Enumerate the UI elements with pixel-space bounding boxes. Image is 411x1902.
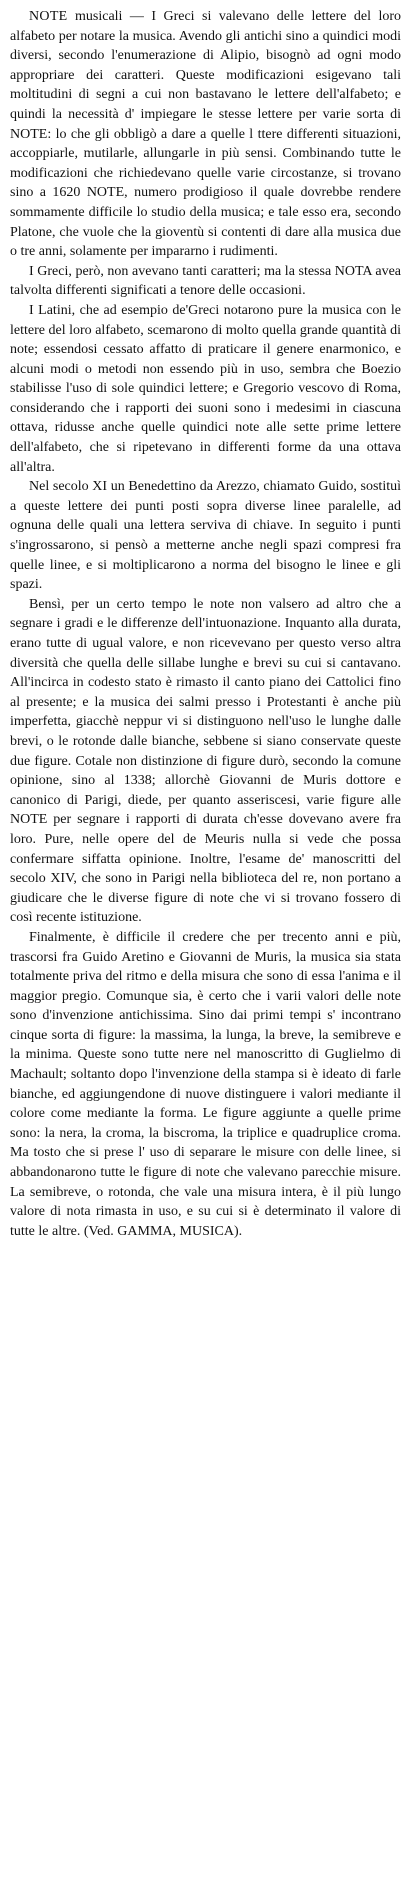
entry-heading-word: NOTE xyxy=(29,9,68,24)
paragraph-1-text: — I Greci si valevano delle lettere del loro alfabeto per notare la musica. Avendo gli antichi sino a quindici modi diversi, secondo l'enumerazione di Alipio, bisognò ad ogni modo appropriare dei caratteri. Queste modificazioni esigevano tali moltitudini di segni a cui non bastavano le lettere dell'alfabeto; e quindi la necessità d' impiegare le stesse lettere per varie sorta di NOTE: lo che gli obbligò a dare a quelle l ttere differenti situazioni, accoppiarle, mutilarle, allungarle in più sensi. Combinando tutte le modificazioni che richiedevano quelle varie circostanze, si trovano sino a 1620 NOTE, numero prodigioso il quale dovrebbe rendere sommamente difficile lo studio della musica; e tale esso era, secondo Platone, che vuole che la gioventù si contenti di dare alla musica due o tre anni, solamente per impararno i rudimenti. xyxy=(10,9,402,260)
entry-heading-rest: musicali xyxy=(75,9,123,24)
text-column xyxy=(10,7,401,1241)
paragraph-5: Bensì, per un certo tempo le note non valsero ad altro che a segnare i gradi e le differenze dell'intuonazione. Inquanto alla durata, erano tutte di ugual valore, e non ricevevano per questo verso altra diversità che quella delle sillabe lunghe e brevi su cui si cantavano. All'incirca in codesto stato è rimasto il canto piano dei Cattolici fino al presente; e la musica dei salmi presso i Protestanti è anche più imperfetta, giacchè neppur vi si distinguono nell'uso le lunghe dalle brevi, o le rotonde dalle bianche, sebbene si siano conservate queste due figure. Cotale non distinzione di figure durò, secondo la comune opinione, sino al 1338; allorchè Giovanni de Muris dottore e canonico di Parigi, diede, per quanto asseriscesi, varie figure alle NOTE per segnare i rapporti di durata ch'esse dovevano avere fra loro. Pure, nelle opere del de Meuris nulla si vede che possa confermare siffatta opinione. Inoltre, l'esame de' manoscritti del secolo XIV, che sono in Parigi nella biblioteca del re, non portano a giudicare che le diverse figure di note che vi si trovano fossero di così recente istituzione. xyxy=(10,596,401,926)
paragraph-3: I Latini, che ad esempio de'Greci notarono pure la musica con le lettere del loro alfabeto, scemarono di molto quella grande quantità di note; essendosi cessato affatto di praticare il genere enarmonico, e alcuni modi o metodi non essendo più in uso, sembra che Boezio stabilisse l'uso di sole quindici lettere; e Gregorio vescovo di Roma, considerando che i rapporti dei suoni sono i medesimi in ciascuna ottava, ridusse anche quelle quindici note alle sette prime lettere dell'alfabeto, che si ripetevano in differenti forme da una ottava all'altra. xyxy=(10,302,401,475)
paragraph-6: Finalmente, è difficile il credere che per trecento anni e più, trascorsi fra Guido Aretino e Giovanni de Muris, la musica sia stata totalmente priva del ritmo e della misura che sono di essa l'anima e il maggior pregio. Comunque sia, è certo che i varii valori delle note sono d'invenzione antichissima. Sino dai primi tempi s' incontrano cinque sorta di figure: la massima, la lunga, la breve, la semibreve e la minima. Queste sono tutte nere nel manoscritto di Guglielmo di Machault; soltanto dopo l'invenzione della stampa si è ideato di farle bianche, ed aggiungendone di nuove distinguere i valori mediante il colore come mediante la forma. Le figure aggiunte a quelle prime sono: la nera, la croma, la biscroma, la triplice e quadruplice croma. Ma tosto che si prese l' uso di separare le misure con delle linee, si abbandonarono tutte le figure di note che valevano parecchie misure. La semibreve, o rotonda, che vale una misura intera, è il più lungo valore di nota rimasta in uso, e su cui si è determinato il valore di tutte le altre. (Ved. GAMMA, MUSICA). xyxy=(10,929,401,1239)
paragraph-1 xyxy=(10,7,401,262)
paragraph-2: I Greci, però, non avevano tanti caratteri; ma la stessa NOTA avea talvolta differenti significati a tenore delle occasioni. xyxy=(10,263,401,299)
paragraph-4: Nel secolo XI un Benedettino da Arezzo, chiamato Guido, sostituì a queste lettere dei punti posti sopra diverse linee paralelle, ad ognuna delle quali una lettera serviva di chiave. In seguito i punti s'ingrossarono, si pensò a metterne anche negli spazi compresi fra quelle linee, e si moltiplicarono a norma del bisogno le linee e gli spazi. xyxy=(10,479,401,593)
